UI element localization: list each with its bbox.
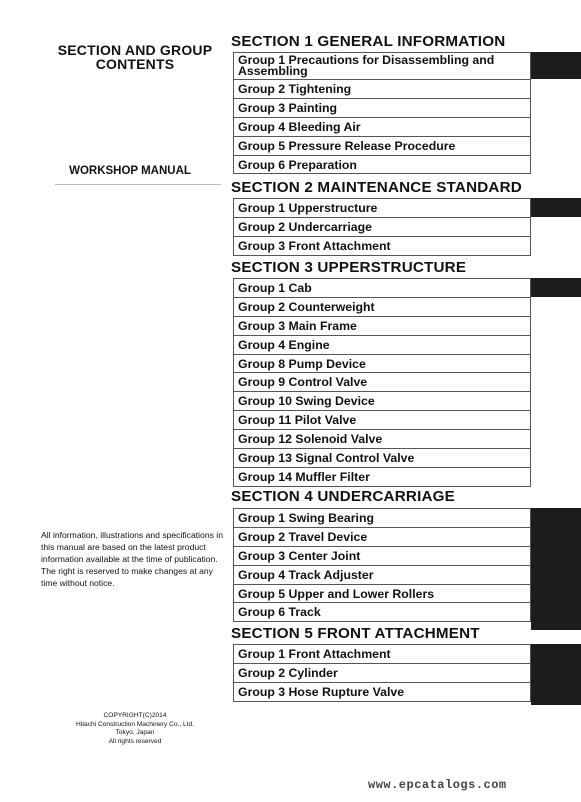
- group-row[interactable]: Group 1 Cab: [234, 279, 531, 298]
- section-1-groups: [233, 52, 531, 174]
- section-2-heading: SECTION 2 MAINTENANCE STANDARD: [231, 179, 522, 196]
- copyright-line: All rights reserved: [108, 737, 162, 745]
- cover-title-line-2: CONTENTS: [95, 56, 175, 72]
- group-row[interactable]: Group 3 Main Frame: [234, 317, 531, 336]
- group-row[interactable]: Group 4 Track Adjuster: [234, 566, 531, 585]
- group-row[interactable]: Group 2 Travel Device: [234, 528, 531, 547]
- watermark-url: www.epcatalogs.com: [368, 778, 507, 792]
- group-row[interactable]: Group 3 Center Joint: [234, 547, 531, 566]
- copyright-line: COPYRIGHT(C)2014: [103, 712, 167, 719]
- copyright-line: Hitachi Construction Machinery Co., Ltd.: [75, 720, 194, 728]
- section-5-groups: [233, 644, 531, 702]
- group-row[interactable]: Group 9 Control Valve: [234, 373, 531, 392]
- group-row[interactable]: Group 2 Counterweight: [234, 298, 531, 317]
- section-3-groups: [233, 278, 531, 487]
- group-row[interactable]: Group 2 Tightening: [234, 80, 531, 99]
- section-4-heading: SECTION 4 UNDERCARRIAGE: [231, 488, 455, 505]
- section-5-heading: SECTION 5 FRONT ATTACHMENT: [231, 625, 480, 642]
- group-row[interactable]: Group 11 Pilot Valve: [234, 411, 531, 430]
- section-4-groups: [233, 508, 531, 622]
- group-row[interactable]: Group 4 Bleeding Air: [234, 118, 531, 137]
- group-row[interactable]: Group 3 Hose Rupture Valve: [234, 683, 531, 702]
- section-2-tab[interactable]: [531, 198, 581, 217]
- group-row[interactable]: Group 14 Muffler Filter: [234, 468, 531, 487]
- section-4-tab[interactable]: [531, 508, 581, 630]
- notice-text: All information, illustrations and specifications in this manual are based on the latest product information available at the time of publication. The right is reserved to make changes at any time without notice.: [41, 530, 223, 588]
- group-row[interactable]: Group 1 Front Attachment: [234, 645, 531, 664]
- group-row[interactable]: Group 4 Engine: [234, 336, 531, 355]
- group-row[interactable]: Group 10 Swing Device: [234, 392, 531, 411]
- section-3-tab[interactable]: [531, 278, 581, 297]
- section-3-heading: SECTION 3 UPPERSTRUCTURE: [231, 259, 467, 276]
- group-row[interactable]: Group 6 Track: [234, 603, 531, 622]
- group-row[interactable]: Group 1 Upperstructure: [234, 199, 531, 218]
- group-row[interactable]: Group 3 Front Attachment: [234, 237, 531, 256]
- copyright-line: Tokyo, Japan: [115, 729, 155, 737]
- section-5-tab[interactable]: [531, 644, 581, 705]
- copyright-block: [40, 712, 230, 746]
- group-row[interactable]: Group 12 Solenoid Valve: [234, 430, 531, 449]
- group-row[interactable]: Group 13 Signal Control Valve: [234, 449, 531, 468]
- group-row[interactable]: Group 1 Swing Bearing: [234, 509, 531, 528]
- cover-title: [40, 43, 230, 71]
- group-row[interactable]: Group 6 Preparation: [234, 156, 531, 175]
- group-row[interactable]: Group 2 Cylinder: [234, 664, 531, 683]
- group-row[interactable]: Group 5 Upper and Lower Rollers: [234, 585, 531, 604]
- group-row[interactable]: Group 2 Undercarriage: [234, 218, 531, 237]
- manual-type-label: WORKSHOP MANUAL: [69, 165, 191, 177]
- section-2-groups: [233, 198, 531, 256]
- group-row[interactable]: Group 5 Pressure Release Procedure: [234, 137, 531, 156]
- section-1-heading: SECTION 1 GENERAL INFORMATION: [231, 33, 506, 50]
- group-row[interactable]: Group 3 Painting: [234, 99, 531, 118]
- group-row[interactable]: Group 8 Pump Device: [234, 355, 531, 374]
- cover-title-line-1: SECTION AND GROUP: [57, 42, 213, 58]
- group-row[interactable]: Group 1 Precautions for Disassembling and Assembling: [234, 53, 531, 80]
- divider: [55, 184, 221, 185]
- section-1-tab[interactable]: [531, 52, 581, 79]
